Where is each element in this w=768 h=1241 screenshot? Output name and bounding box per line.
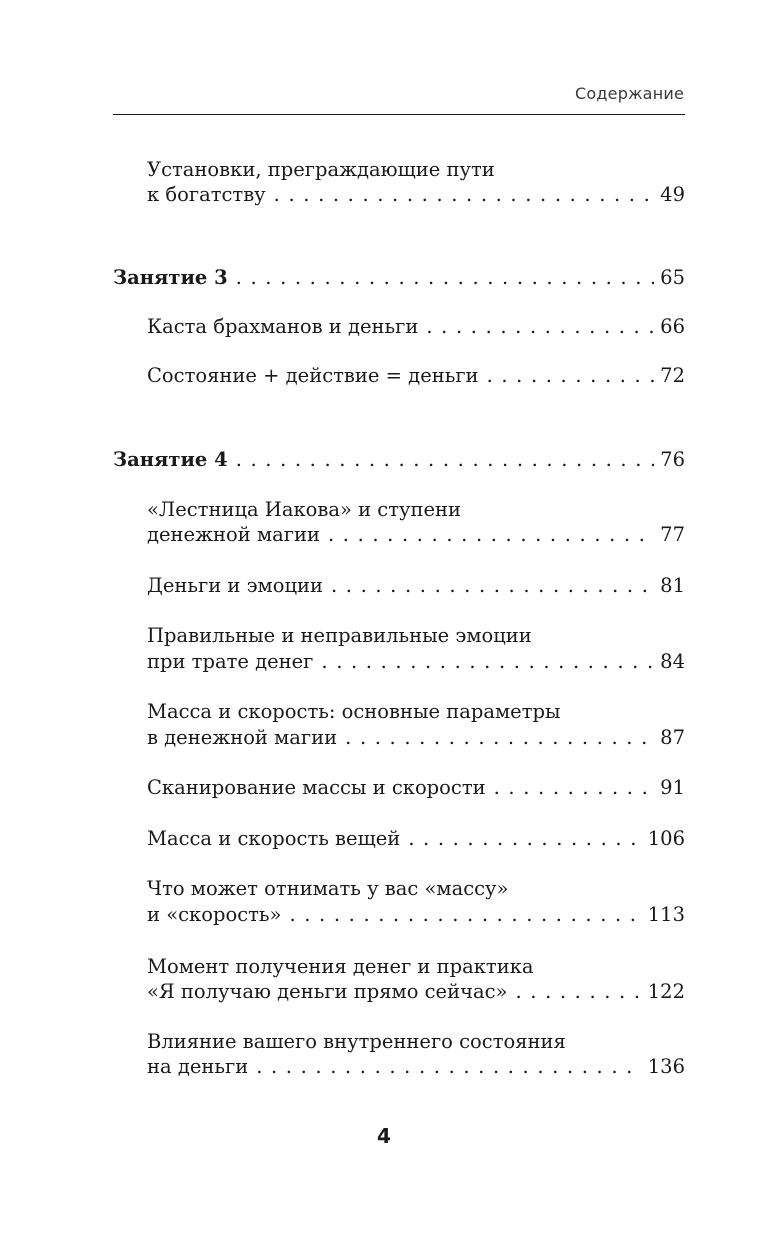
toc-entry-title: Влияние вашего внутреннего состояния	[147, 1030, 566, 1053]
leader-dots	[331, 573, 654, 598]
toc-entry-row	[147, 979, 685, 1004]
toc-page-number: 113	[647, 903, 685, 926]
toc-page-number: 87	[660, 726, 685, 749]
leader-dots	[289, 902, 641, 927]
toc-entry-title: Каста брахманов и деньги	[147, 315, 419, 338]
toc-lesson-row	[113, 265, 685, 290]
toc-entry-title: Состояние + действие = деньги	[147, 364, 479, 387]
toc-entry-title-cont: при трате денег	[147, 650, 314, 673]
toc-entry-title: «Лестница Иакова» и ступени	[147, 498, 462, 521]
toc-lesson-row	[113, 447, 685, 472]
leader-dots	[274, 182, 655, 207]
toc-entry-row	[147, 573, 685, 598]
leader-dots	[426, 314, 654, 339]
toc-page-number: 77	[660, 523, 685, 546]
toc-page-number: 122	[647, 980, 685, 1003]
toc-entry-title: Что может отнимать у вас «массу»	[147, 877, 509, 900]
toc-page-number: 49	[660, 183, 685, 206]
leader-dots	[408, 826, 642, 851]
leader-dots	[321, 649, 654, 674]
header-rule	[113, 114, 685, 115]
toc-page-number: 72	[660, 364, 685, 387]
toc-entry-title-cont: на деньги	[147, 1055, 249, 1078]
toc-page-number: 136	[647, 1055, 685, 1078]
toc-entry-row	[147, 826, 685, 851]
toc-entry-row	[147, 363, 685, 388]
leader-dots	[494, 775, 655, 800]
leader-dots	[256, 1054, 642, 1079]
toc-entry-row	[147, 649, 685, 674]
toc-entry-row	[147, 1054, 685, 1079]
toc-entry-row	[147, 182, 685, 207]
toc-entry-title-cont: к богатству	[147, 183, 266, 206]
toc-entry-title: Деньги и эмоции	[147, 574, 323, 597]
toc-entry-row	[147, 902, 685, 927]
toc-page-number: 65	[660, 266, 685, 289]
toc-entry-row	[147, 314, 685, 339]
leader-dots	[345, 725, 654, 750]
toc-page-number: 84	[660, 650, 685, 673]
running-head: Содержание	[575, 84, 684, 103]
toc-entry-title: Момент получения денег и практика	[147, 955, 534, 978]
toc-entry-row	[147, 775, 685, 800]
toc-entry-title-cont: в денежной магии	[147, 726, 338, 749]
toc-entry-title: Масса и скорость вещей	[147, 827, 401, 850]
toc-page-number: 91	[660, 776, 685, 799]
leader-dots	[515, 979, 641, 1004]
toc-entry-title-cont: и «скорость»	[147, 903, 282, 926]
toc-entry-title-cont: «Я получаю деньги прямо сейчас»	[147, 980, 508, 1003]
toc-lesson-title: Занятие 3	[113, 266, 228, 289]
leader-dots	[236, 265, 654, 290]
toc-entry-row	[147, 725, 685, 750]
leader-dots	[487, 363, 655, 388]
toc-entry-title-cont: денежной магии	[147, 523, 320, 546]
page-number: 4	[377, 1124, 391, 1148]
toc-page-number: 81	[660, 574, 685, 597]
toc-entry-title: Правильные и неправильные эмоции	[147, 624, 532, 647]
toc-page-number: 106	[647, 827, 685, 850]
toc-page-number: 66	[660, 315, 685, 338]
toc-entry-title: Масса и скорость: основные параметры	[147, 700, 561, 723]
toc-entry-title: Установки, преграждающие пути	[147, 158, 495, 181]
leader-dots	[236, 447, 654, 472]
toc-lesson-title: Занятие 4	[113, 448, 228, 471]
toc-page-number: 76	[660, 448, 685, 471]
toc-entry-row	[147, 522, 685, 547]
toc-entry-title: Сканирование массы и скорости	[147, 776, 486, 799]
leader-dots	[328, 522, 654, 547]
